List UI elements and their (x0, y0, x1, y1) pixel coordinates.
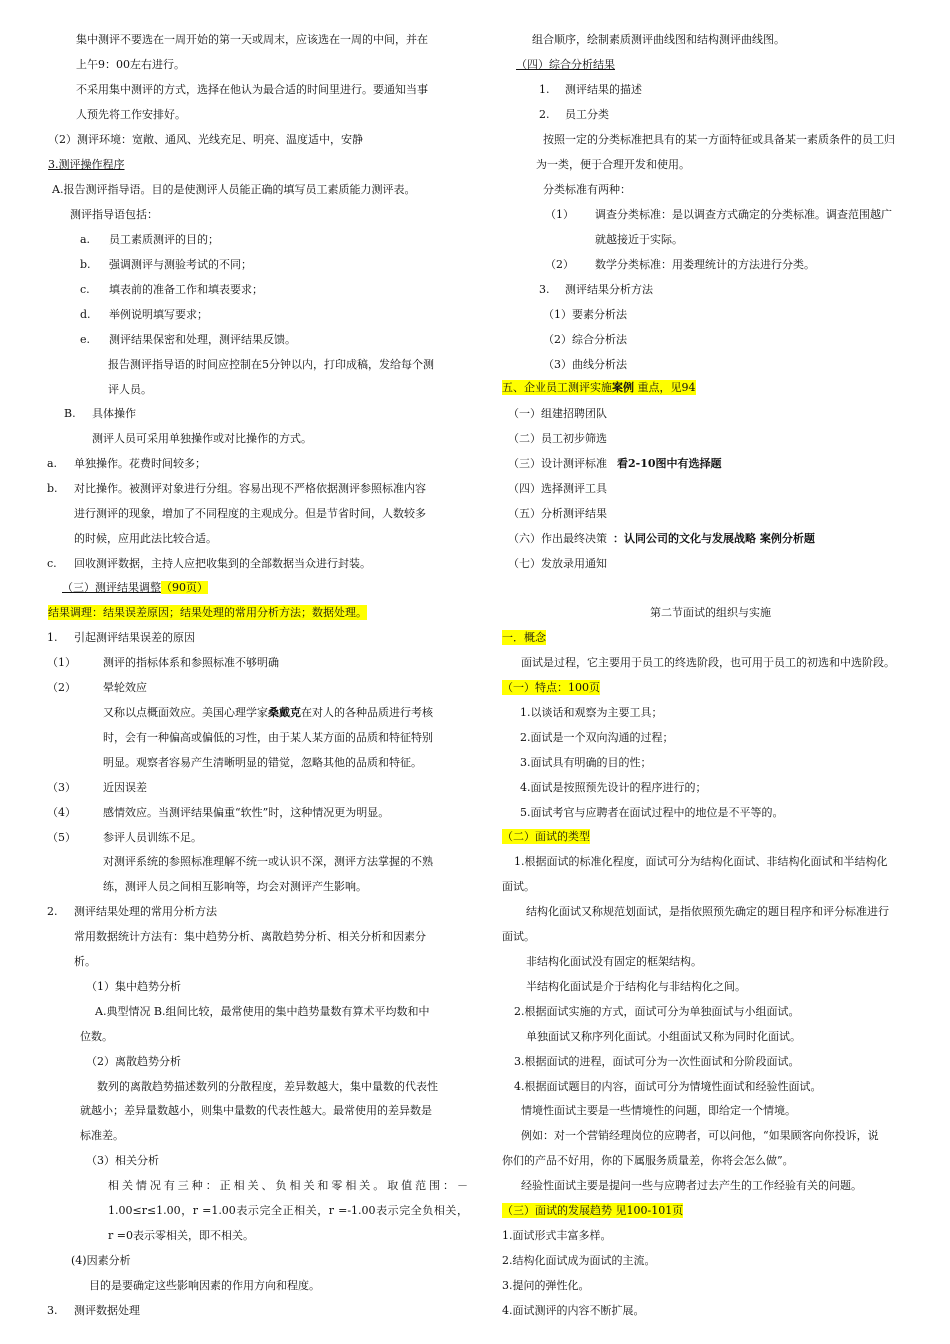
line-segment: （90页） (161, 581, 208, 594)
list-marker: 1. (539, 83, 550, 96)
text-line: 例如：对一个营销经理岗位的应聘者，可以问他，“如果顾客向你投诉，说 (521, 1129, 879, 1142)
text-line: 组合顺序，绘制素质测评曲线图和结构测评曲线图。 (532, 33, 785, 46)
text-line: 结构化面试又称规范划面试，是指依照预先确定的题目程序和评分标准进行 (526, 905, 889, 918)
list-marker: 2. (539, 108, 550, 121)
text-line: 数学分类标准：用娄理统计的方法进行分类。 (595, 258, 815, 271)
text-line: 第二节面试的组织与实施 (650, 606, 771, 619)
text-line: (4)因素分析 (71, 1254, 131, 1267)
text-line: 测评的指标体系和参照标准不够明确 (103, 656, 279, 669)
text-line: （2）离散趋势分析 (86, 1055, 181, 1068)
text-line: 测评数据处理 (74, 1304, 140, 1317)
list-marker: d. (80, 308, 91, 321)
text-line: （2）综合分析法 (543, 333, 627, 346)
text-line: （四）选择测评工具 (508, 482, 607, 495)
text-line: 上午9：00左右进行。 (76, 58, 185, 71)
text-line: 分类标准有两种： (543, 183, 631, 196)
text-line: （3）相关分析 (86, 1154, 159, 1167)
text-line: 1.面试形式丰富多样。 (502, 1229, 612, 1242)
text-line: 强调测评与测验考试的不同； (109, 258, 252, 271)
text-line: （五）分析测评结果 (508, 507, 607, 520)
text-line: 标准差。 (80, 1129, 124, 1142)
list-marker: （2） (47, 681, 76, 694)
list-marker: c. (80, 283, 90, 296)
text-line: （三）设计测评标准 (508, 457, 607, 470)
list-marker: （1） (545, 208, 574, 221)
text-line: （一）特点：100页 (502, 681, 600, 694)
text-line: （二）面试的类型 (502, 830, 590, 843)
text-line: 测评结果处理的常用分析方法 (74, 905, 217, 918)
list-marker: （2） (545, 258, 574, 271)
text-line: 位数。 (80, 1030, 113, 1043)
text-line: （1）集中趋势分析 (86, 980, 181, 993)
text-line: 练，测评人员之间相互影响等，均会对测评产生影响。 (103, 880, 367, 893)
bold-term: 案例 (612, 381, 634, 394)
text-line: 员工素质测评的目的； (109, 233, 219, 246)
text-line: （2）测评环境：宽敞、通风、光线充足、明亮、温度适中，安静 (48, 133, 363, 146)
text-line: 半结构化面试是介于结构化与非结构化之间。 (526, 980, 746, 993)
text-line: 目的是要确定这些影响因素的作用方向和程度。 (89, 1279, 320, 1292)
list-marker: 3. (47, 1304, 58, 1317)
text-line: 又称以点概面效应。美国心理学家桑戴克在对人的各种品质进行考核 (103, 706, 433, 719)
list-marker: B. (64, 407, 76, 420)
list-marker: e. (80, 333, 91, 346)
text-line: 报告测评指导语的时间应控制在5分钟以内，打印成稿，发给每个测 (108, 358, 434, 371)
text-line: 就越接近于实际。 (595, 233, 683, 246)
text-line: 单独操作。花费时间较多； (74, 457, 206, 470)
text-line: 对测评系统的参照标准理解不统一或认识不深，测评方法掌握的不熟 (103, 855, 433, 868)
list-marker: （3） (47, 781, 76, 794)
text-line: 就越小；差异量数越小，则集中量数的代表性越大。最常使用的差异数是 (80, 1104, 432, 1117)
text-line: 4.面试是按照预先设计的程序进行的； (520, 781, 707, 794)
text-line: （七）发放录用通知 (508, 557, 607, 570)
text-line: 近因误差 (103, 781, 147, 794)
text-line: A.报告测评指导语。目的是使测评人员能正确的填写员工素质能力测评表。 (52, 183, 416, 196)
text-line: 结果调理：结果误差原因；结果处理的常用分析方法；数据处理。 (48, 606, 367, 619)
bold-term: 桑戴克 (268, 706, 301, 719)
text-line: 填表前的准备工作和填表要求； (109, 283, 263, 296)
list-marker: b. (47, 482, 58, 495)
text-line: 调查分类标准：是以调查方式确定的分类标准。调查范围越广 (595, 208, 892, 221)
text-line: 1.00≤r≤1.00，r =1.00表示完全正相关，r =-1.00表示完全负相关， (108, 1204, 468, 1217)
text-line: 时，会有一种偏高或偏低的习性，由于某人某方面的品质和特征特别 (103, 731, 433, 744)
text-line: 对比操作。被测评对象进行分组。容易出现不严格依据测评参照标准内容 (74, 482, 426, 495)
text-line: 相关情况有三种：正相关、负相关和零相关。取值范围：－ (108, 1179, 468, 1192)
text-line: 具体操作 (92, 407, 136, 420)
text-line: 3.面试具有明确的目的性； (520, 756, 652, 769)
text-line: 1.以谈话和观察为主要工具； (520, 706, 663, 719)
text-line: （二）员工初步筛选 (508, 432, 607, 445)
text-line: 为一类，便于合理开发和使用。 (536, 158, 690, 171)
text-line: 一．概念 (502, 631, 546, 644)
text-line: 进行测评的现象，增加了不同程度的主观成分。但是节省时间，人数较多 (74, 507, 426, 520)
text-line: 2.结构化面试成为面试的主流。 (502, 1254, 656, 1267)
text-line: 1.根据面试的标准化程度，面试可分为结构化面试、非结构化面试和半结构化 (514, 855, 888, 868)
text-line: 面试是过程，它主要用于员工的终选阶段，也可用于员工的初选和中选阶段。 (521, 656, 895, 669)
list-marker: （4） (47, 806, 76, 819)
text-line: 面试。 (502, 880, 535, 893)
list-marker: b. (80, 258, 91, 271)
list-marker: a. (80, 233, 91, 246)
text-line: （三）面试的发展趋势 见100-101页 (502, 1204, 684, 1217)
text-line: 测评结果的描述 (565, 83, 642, 96)
line-segment: （三）测评结果调整 (62, 581, 161, 594)
text-line: 人预先将工作安排好。 (76, 108, 186, 121)
text-line: （3）曲线分析法 (543, 358, 627, 371)
list-marker: a. (47, 457, 58, 470)
text-line: 按照一定的分类标准把具有的某一方面特征或具备某一素质条件的员工归 (543, 133, 895, 146)
bold-note: 看2-10图中有选择题 (617, 457, 722, 470)
text-line: 评人员。 (108, 383, 152, 396)
text-line: 明显。观察者容易产生清晰明显的错觉，忽略其他的品质和特征。 (103, 756, 422, 769)
text-line: A.典型情况 B.组间比较，最常使用的集中趋势量数有算术平均数和中 (95, 1005, 430, 1018)
text-line: 的时候，应用此法比较合适。 (74, 532, 217, 545)
text-line: 集中测评不要选在一周开始的第一天或周末，应该选在一周的中间，并在 (76, 33, 428, 46)
text-line: （1）要素分析法 (543, 308, 627, 321)
list-marker: 2. (47, 905, 58, 918)
text-line: r =0表示零相关，即不相关。 (108, 1229, 254, 1242)
text-line: 3.根据面试的进程，面试可分为一次性面试和分阶段面试。 (514, 1055, 800, 1068)
list-marker: （1） (47, 656, 76, 669)
text-line: 3.测评操作程序 (48, 158, 125, 171)
text-line: 测评指导语包括： (70, 208, 158, 221)
text-line: 引起测评结果误差的原因 (74, 631, 195, 644)
text-line: （四）综合分析结果 (516, 58, 615, 71)
text-line: 晕轮效应 (103, 681, 147, 694)
text-line: 员工分类 (565, 108, 609, 121)
list-marker: c. (47, 557, 57, 570)
text-line: 测评人员可采用单独操作或对比操作的方式。 (92, 432, 312, 445)
list-marker: 3. (539, 283, 550, 296)
text-line: 回收测评数据，主持人应把收集到的全部数据当众进行封装。 (74, 557, 371, 570)
text-line: （一）组建招聘团队 (508, 407, 607, 420)
text-line (62, 580, 208, 595)
text-line: 情境性面试主要是一些情境性的问题，即给定一个情境。 (521, 1104, 796, 1117)
text-line: 2.面试是一个双向沟通的过程； (520, 731, 674, 744)
text-line: 3.提问的弹性化。 (502, 1279, 590, 1292)
text-line: 4.面试测评的内容不断扩展。 (502, 1304, 645, 1317)
text-line: 非结构化面试没有固定的框架结构。 (526, 955, 702, 968)
text-line: 单独面试又称序列化面试。小组面试又称为同时化面试。 (526, 1030, 801, 1043)
text-line: 常用数据统计方法有：集中趋势分析、离散趋势分析、相关分析和因素分 (74, 930, 426, 943)
text-line: 参评人员训练不足。 (103, 831, 202, 844)
text-line: 析。 (74, 955, 96, 968)
text-line: （六）作出最终决策 (508, 532, 607, 545)
text-line: 举例说明填写要求； (109, 308, 208, 321)
text-line: 数列的离散趋势描述数列的分散程度，差异数越大，集中量数的代表性 (97, 1080, 438, 1093)
text-line: 测评结果保密和处理，测评结果反馈。 (109, 333, 296, 346)
text-line: 五、企业员工测评实施案例 重点，见94 (502, 381, 696, 394)
text-line: 5.面试考官与应聘者在面试过程中的地位是不平等的。 (520, 806, 784, 819)
text-line: 面试。 (502, 930, 535, 943)
text-line: 4.根据面试题目的内容，面试可分为情境性面试和经验性面试。 (514, 1080, 822, 1093)
list-marker: （5） (47, 831, 76, 844)
text-line: 你们的产品不好用，你的下属服务质量差，你将会怎么做”。 (502, 1154, 794, 1167)
text-line: 经验性面试主要是提问一些与应聘者过去产生的工作经验有关的问题。 (521, 1179, 862, 1192)
list-marker: 1. (47, 631, 58, 644)
text-line: 2.根据面试实施的方式，面试可分为单独面试与小组面试。 (514, 1005, 800, 1018)
text-line: 测评结果分析方法 (565, 283, 653, 296)
bold-note: ：认同公司的文化与发展战略 案例分析题 (613, 532, 815, 545)
text-line: 感情效应。当测评结果偏重“软性”时，这种情况更为明显。 (103, 806, 390, 819)
text-line: 不采用集中测评的方式，选择在他认为最合适的时间里进行。要通知当事 (76, 83, 428, 96)
